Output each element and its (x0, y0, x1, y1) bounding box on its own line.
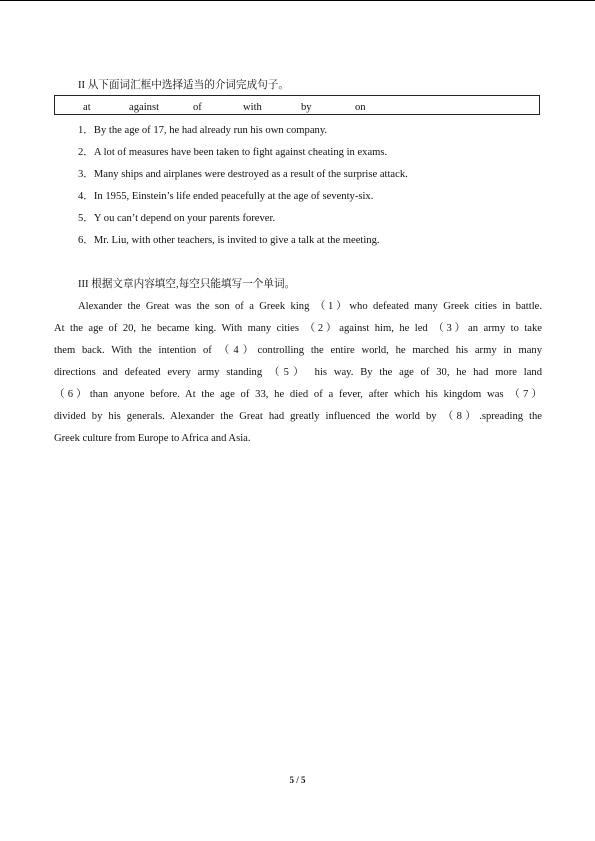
passage-line: （6）than anyone before. At the age of 33, he died of a fever, after which his kingdom was （7） (54, 389, 542, 400)
word-bank-box (54, 95, 540, 115)
passage-line: Greek culture from Europe to Africa and Asia. (54, 433, 251, 444)
sentence-item: 2．A lot of measures have been taken to fight against cheating in exams. (78, 147, 388, 158)
top-border-line (0, 0, 595, 1)
sentence-item: 1．By the age of 17, he had already run his own company. (78, 125, 328, 136)
section-3-heading: III 根据文章内容填空,每空只能填写一个单词。 (78, 279, 296, 290)
passage-line: At the age of 20, he became king. With many cities （2）against him, he led （3）an army to take (54, 323, 542, 334)
passage-line: them back. With the intention of （4）controlling the entire world, he marched his army in many (54, 345, 542, 356)
passage-line: directions and defeated every army standing （5） his way. By the age of 30, he had more land (54, 367, 542, 378)
word-bank-item: on (355, 102, 366, 113)
page-number: 5 / 5 (289, 775, 306, 785)
sentence-item: 5．Y ou can’t depend on your parents forever. (78, 213, 276, 224)
sentence-item: 4．In 1955, Einstein’s life ended peacefully at the age of seventy-six. (78, 191, 374, 202)
word-bank-item: by (301, 102, 312, 113)
word-bank-item: of (193, 102, 202, 113)
sentence-item: 3．Many ships and airplanes were destroyed as a result of the surprise attack. (78, 169, 408, 180)
word-bank-item: with (243, 102, 262, 113)
word-bank-item: at (83, 102, 91, 113)
passage-line: Alexander the Great was the son of a Greek king （1）who defeated many Greek cities in battle. (78, 301, 542, 312)
sentence-item: 6．Mr. Liu, with other teachers, is invited to give a talk at the meeting. (78, 235, 380, 246)
section-2-heading: II 从下面词汇框中选择适当的介词完成句子。 (78, 80, 289, 91)
word-bank-item: against (129, 102, 160, 113)
passage-line: divided by his generals. Alexander the Great had greatly influenced the world by （8）.spreading the (54, 411, 542, 422)
